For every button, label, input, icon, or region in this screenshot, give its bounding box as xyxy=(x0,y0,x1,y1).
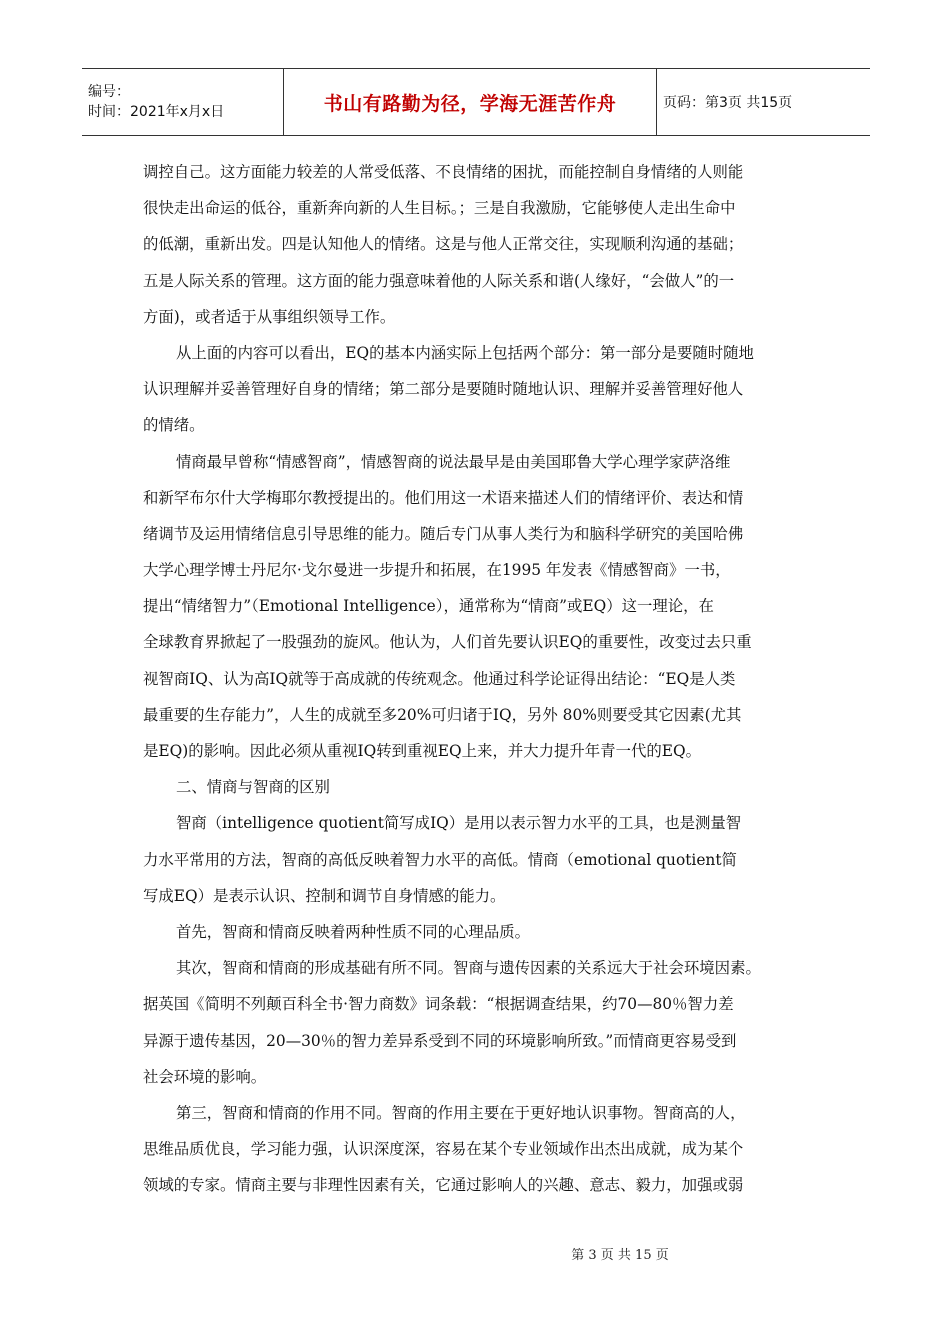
body-line: 和新罕布尔什大学梅耶尔教授提出的。他们用这一术语来描述人们的情绪评价、表达和情 xyxy=(143,488,744,507)
body-line: 社会环境的影响。 xyxy=(143,1067,267,1086)
body-line: 调控自己。这方面能力较差的人常受低落、不良情绪的困扰，而能控制自身情绪的人则能 xyxy=(143,163,744,181)
body-line: 视智商IQ、认为高IQ就等于高成就的传统观念。他通过科学论证得出结论：“EQ是人类 xyxy=(143,669,736,688)
body-line: 五是人际关系的管理。这方面的能力强意味着他的人际关系和谐(人缘好，“会做人”的一 xyxy=(143,271,735,290)
body-line: 的情绪。 xyxy=(143,416,205,435)
body-line: 绪调节及运用情绪信息引导思维的能力。随后专门从事人类行为和脑科学研究的美国哈佛 xyxy=(143,524,744,543)
body-line: 认识理解并妥善管理好自身的情绪；第二部分是要随时随地认识、理解并妥善管理好他人 xyxy=(143,380,744,399)
body-line: 大学心理学博士丹尼尔·戈尔曼进一步提升和拓展，在1995 年发表《情感智商》一书， xyxy=(143,561,731,580)
body-line: 最重要的生存能力”，人生的成就至多20%可归诸于IQ，另外 80%则要受其它因素(尤其 xyxy=(143,705,742,724)
body-line: 情商最早曾称“情感智商”，情感智商的说法最早是由美国耶鲁大学心理学家萨洛维 xyxy=(176,452,731,471)
body-line: 领域的专家。情商主要与非理性因素有关，它通过影响人的兴趣、意志、毅力，加强或弱 xyxy=(143,1176,744,1195)
header-meta xyxy=(82,69,284,135)
page-footer xyxy=(0,1244,950,1263)
body-line: 思维品质优良，学习能力强，认识深度深，容易在某个专业领域作出杰出成就，成为某个 xyxy=(143,1140,744,1159)
body-line: 很快走出命运的低谷，重新奔向新的人生目标。；三是自我激励，它能够使人走出生命中 xyxy=(143,199,736,218)
body-line: 方面)，或者适于从事组织领导工作。 xyxy=(143,307,396,326)
body-line: 据英国《简明不列颠百科全书·智力商数》词条载：“根据调查结果，约70—80％智力差 xyxy=(143,995,734,1014)
page-header xyxy=(82,68,870,136)
document-body xyxy=(143,154,810,1203)
body-line: 智商（intelligence quotient简写成IQ）是用以表示智力水平的工具，也是测量智 xyxy=(176,814,742,833)
body-line: 首先，智商和情商反映着两种性质不同的心理品质。 xyxy=(176,922,530,941)
body-line: 从上面的内容可以看出，EQ的基本内涵实际上包括两个部分：第一部分是要随时随地 xyxy=(176,343,754,362)
body-line: 写成EQ）是表示认识、控制和调节自身情感的能力。 xyxy=(143,886,506,905)
body-line: 的低潮，重新出发。四是认知他人的情绪。这是与他人正常交往，实现顺利沟通的基础； xyxy=(143,235,744,254)
body-line: 力水平常用的方法，智商的高低反映着智力水平的高低。情商（emotional quotient简 xyxy=(143,850,737,869)
body-line: 第三，智商和情商的作用不同。智商的作用主要在于更好地认识事物。智商高的人， xyxy=(176,1103,746,1122)
footer-page-number: 第 3 页 共 15 页 xyxy=(571,1248,669,1263)
header-motto: 书山有路勤为径，学海无涯苦作舟 xyxy=(284,69,657,135)
body-line: 异源于遗传基因，20—30％的智力差异系受到不同的环境影响所致。”而情商更容易受到 xyxy=(143,1031,737,1050)
body-line: 其次，智商和情商的形成基础有所不同。智商与遗传因素的关系远大于社会环境因素。 xyxy=(176,959,761,978)
body-line: 二、情商与智商的区别 xyxy=(176,778,330,797)
body-line: 提出“情绪智力”（Emotional Intelligence），通常称为“情商”或EQ）这一理论，在 xyxy=(143,597,714,616)
header-page-info: 页码：第3页 共15页 xyxy=(663,95,793,111)
time-label: 时间：2021年x月x日 xyxy=(88,104,225,120)
body-line: 是EQ)的影响。因此必须从重视IQ转到重视EQ上来，并大力提升年青一代的EQ。 xyxy=(143,742,701,760)
number-label: 编号： xyxy=(88,84,130,100)
body-line: 全球教育界掀起了一股强劲的旋风。他认为，人们首先要认识EQ的重要性，改变过去只重 xyxy=(143,633,752,652)
